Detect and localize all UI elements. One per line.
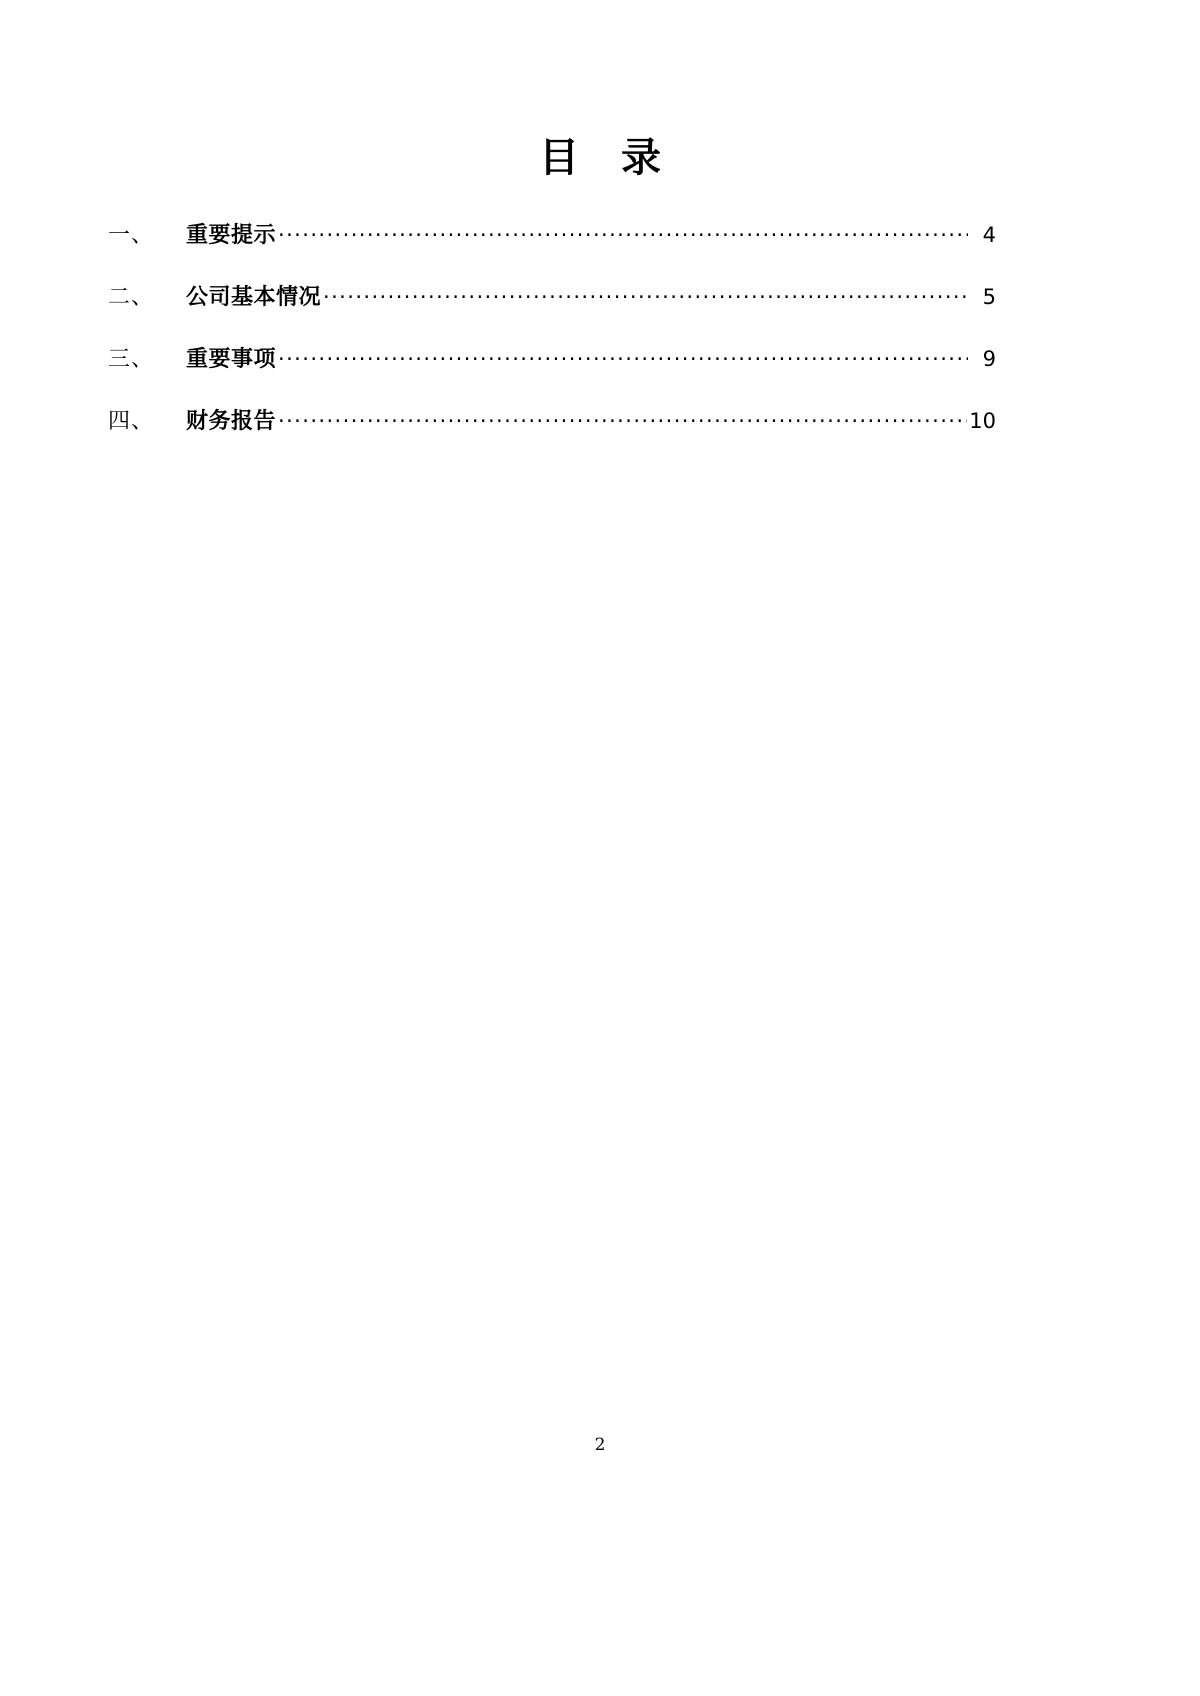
page-title: 目 录: [539, 134, 675, 181]
toc-leader-dots: [323, 282, 968, 304]
toc-entry-number: 二、: [108, 285, 155, 310]
toc-leader-dots: [278, 406, 967, 428]
toc-entry-page: 4: [982, 223, 996, 247]
toc-entry[interactable]: [108, 218, 996, 280]
footer-page-number: 2: [594, 1435, 606, 1455]
toc-entry-label: 财务报告: [186, 409, 277, 434]
toc-entry-page: 9: [982, 347, 996, 371]
toc-entry[interactable]: [108, 342, 996, 404]
toc-entry-label: 重要提示: [186, 223, 277, 248]
toc-entry-page: 5: [982, 285, 996, 309]
toc-entry-number: 一、: [108, 223, 155, 248]
toc-entry[interactable]: [108, 404, 996, 466]
toc-entry-number: 三、: [108, 347, 155, 372]
toc-entry-page: 10: [969, 409, 996, 433]
toc-entry[interactable]: [108, 280, 996, 342]
toc-entry-label: 公司基本情况: [186, 285, 322, 310]
table-of-contents: [108, 218, 996, 466]
toc-leader-dots: [278, 344, 968, 366]
toc-leader-dots: [278, 220, 968, 242]
toc-entry-number: 四、: [108, 409, 155, 434]
toc-entry-label: 重要事项: [186, 347, 277, 372]
